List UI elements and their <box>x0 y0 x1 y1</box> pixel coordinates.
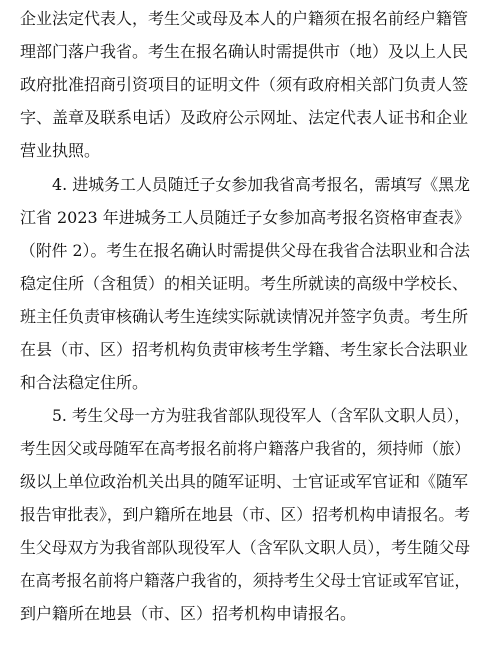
text-line-content: 字、盖章及联系电话）及政府公示网址、法定代表人证书和企业 <box>20 108 469 127</box>
text-line-content: 稳定住所（含租赁）的相关证明。考生所就读的高级中学校长、 <box>20 274 469 293</box>
text-line <box>0 566 490 596</box>
text-line <box>0 103 490 133</box>
text-line-content: 和合法稳定住所。 <box>20 373 149 392</box>
text-line <box>0 500 490 530</box>
text-line <box>0 533 490 563</box>
text-line <box>0 467 490 497</box>
text-line-content: 级以上单位政治机关出具的随军证明、士官证或军官证和《随军 <box>20 472 469 491</box>
paragraph-4-first-line <box>0 170 490 200</box>
text-line-content: 在县（市、区）招考机构负责审核考生学籍、考生家长合法职业 <box>20 340 469 359</box>
text-line <box>0 434 490 464</box>
text-line-content: 考生因父或母随军在高考报名前将户籍落户我省的，须持师（旅） <box>20 439 470 458</box>
text-line <box>0 599 490 629</box>
text-line <box>0 4 490 34</box>
text-line-content: 理部门落户我省。考生在报名确认时需提供市（地）及以上人民 <box>20 42 469 61</box>
text-line <box>0 236 490 266</box>
text-line-content: 在高考报名前将户籍落户我省的，须持考生父母士官证或军官证， <box>20 571 470 590</box>
text-line-content: 生父母双方为我省部队现役军人（含军队文职人员），考生随父母 <box>20 538 470 557</box>
text-line-content: 报告审批表》，到户籍所在地县（市、区）招考机构申请报名。考 <box>20 505 470 524</box>
text-line-content: 班主任负责审核确认考生连续实际就读情况并签字负责。考生所 <box>20 307 469 326</box>
text-line <box>0 368 490 398</box>
text-line-content: 江省 2023 年进城务工人员随迁子女参加高考报名资格审查表》 <box>20 208 470 227</box>
text-line <box>0 269 490 299</box>
text-line <box>0 136 490 166</box>
text-line <box>0 37 490 67</box>
text-line-content: （附件 2）。考生在报名确认时需提供父母在我省合法职业和合法 <box>20 241 470 260</box>
paragraph-5-first-line <box>0 401 490 431</box>
text-line <box>0 302 490 332</box>
text-line-content: 企业法定代表人，考生父或母及本人的户籍须在报名前经户籍管 <box>20 9 469 28</box>
text-line-content: 5. 考生父母一方为驻我省部队现役军人（含军队文职人员）， <box>52 406 470 425</box>
text-line-content: 营业执照。 <box>20 141 101 160</box>
text-line-content: 政府批准招商引资项目的证明文件（须有政府相关部门负责人签 <box>20 75 469 94</box>
text-line <box>0 203 490 233</box>
text-line-content: 4. 进城务工人员随迁子女参加我省高考报名，需填写《黑龙 <box>52 175 470 194</box>
text-line <box>0 335 490 365</box>
text-line <box>0 70 490 100</box>
text-line-content: 到户籍所在地县（市、区）招考机构申请报名。 <box>20 604 357 623</box>
